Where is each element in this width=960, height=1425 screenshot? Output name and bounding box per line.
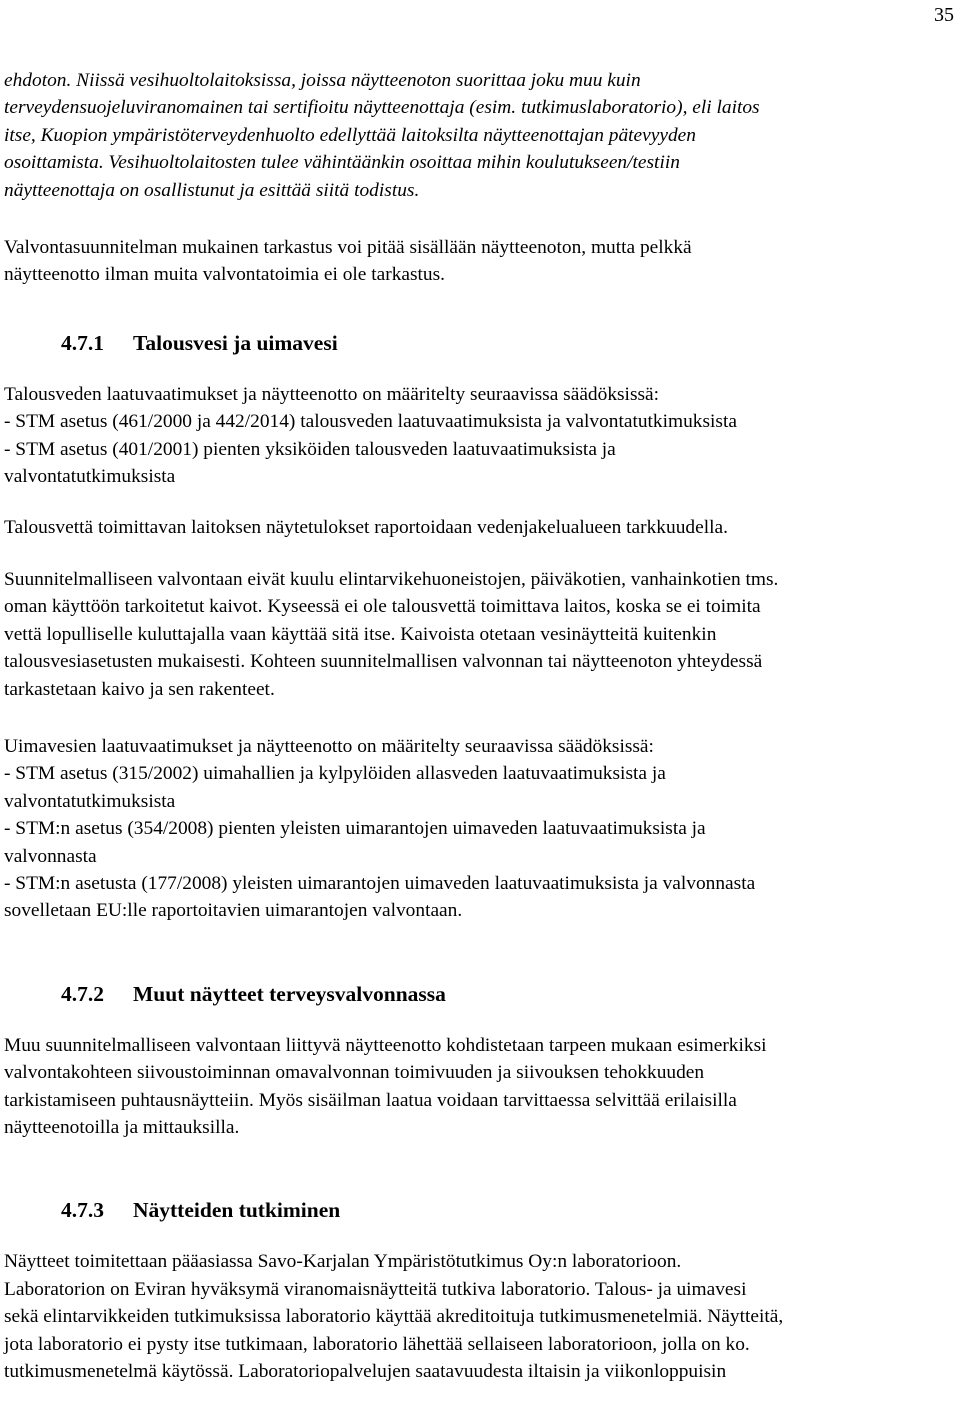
text-line: ehdoton. Niissä vesihuoltolaitoksissa, joissa näytteenoton suorittaa joku muu kuin bbox=[4, 70, 641, 91]
text-line: Talousveden laatuvaatimukset ja näytteenotto on määritelty seuraavissa säädöksissä: bbox=[4, 383, 660, 405]
reporting-paragraph bbox=[4, 514, 956, 541]
text-line: - STM:n asetusta (177/2008) yleisten uimarantojen uimaveden laatuvaatimuksista ja valvonnasta bbox=[4, 872, 756, 894]
text-line: sekä elintarvikkeiden tutkimuksissa laboratorio käyttää akreditoituja tutkimusmenetelmiä. Näytteitä, bbox=[4, 1306, 784, 1328]
document-body bbox=[4, 67, 956, 1385]
text-line: itse, Kuopion ympäristöterveydenhuolto edellyttää laitoksilta näytteenottajan pätevyyden bbox=[4, 124, 696, 146]
text-line: tutkimusmenetelmä käytössä. Laboratoriopalvelujen saatavuudesta iltaisin ja viikonloppuisin bbox=[4, 1361, 727, 1382]
intro-italic-paragraph bbox=[4, 67, 956, 204]
text-line: vettä lopulliselle kuluttajalla vaan käyttää sitä itse. Kaivoista otetaan vesinäytteitä kuitenkin bbox=[4, 623, 717, 645]
section-title: Muut näytteet terveysvalvonnassa bbox=[133, 981, 446, 1006]
text-line: näytteenotto ilman muita valvontatoimia ei ole tarkastus. bbox=[4, 264, 446, 286]
text-line: valvontakohteen siivoustoiminnan omavalvonnan toimivuuden ja siivouksen tehokkuuden bbox=[4, 1062, 705, 1084]
talousvesi-regulations-paragraph bbox=[4, 381, 956, 491]
section-number: 4.7.1 bbox=[61, 330, 104, 355]
section-title: Näytteiden tutkiminen bbox=[133, 1198, 341, 1223]
section-number: 4.7.3 bbox=[61, 1198, 104, 1223]
text-line: näytteenottaja on osallistunut ja esittää siitä todistus. bbox=[4, 179, 420, 201]
page-number: 35 bbox=[934, 4, 954, 26]
sample-analysis-paragraph bbox=[4, 1248, 956, 1385]
text-line: Talousvettä toimittavan laitoksen näytetulokset raportoidaan vedenjakelualueen tarkkuudella. bbox=[4, 517, 728, 539]
text-line: sovelletaan EU:lle raportoitavien uimarantojen valvontaan. bbox=[4, 900, 463, 922]
text-line: näytteenotoilla ja mittauksilla. bbox=[4, 1116, 240, 1138]
text-line: Laboratorion on Eviran hyväksymä viranomaisnäytteitä tutkiva laboratorio. Talous- ja uimavesi bbox=[4, 1278, 747, 1300]
section-heading-4-7-2 bbox=[4, 980, 956, 1008]
text-line: - STM:n asetus (354/2008) pienten yleisten uimarantojen uimaveden laatuvaatimuksista ja bbox=[4, 818, 706, 840]
text-line: osoittamista. Vesihuoltolaitosten tulee vähintäänkin osoittaa mihin koulutukseen/testiin bbox=[4, 152, 680, 174]
text-line: - STM asetus (461/2000 ja 442/2014) talousveden laatuvaatimuksista ja valvontatutkimuksista bbox=[4, 411, 737, 433]
text-line: tarkastetaan kaivo ja sen rakenteet. bbox=[4, 678, 275, 700]
section-heading-4-7-3 bbox=[4, 1196, 956, 1224]
text-line: Muu suunnitelmalliseen valvontaan liittyvä näytteenotto kohdistetaan tarpeen mukaan esimerkiksi bbox=[4, 1034, 767, 1056]
wells-paragraph bbox=[4, 566, 956, 703]
text-line: Näytteet toimitettaan pääasiassa Savo-Karjalan Ympäristötutkimus Oy:n laboratorioon. bbox=[4, 1251, 682, 1273]
valvonta-paragraph bbox=[4, 234, 956, 289]
uimavesi-regulations-paragraph bbox=[4, 733, 956, 925]
other-samples-paragraph bbox=[4, 1032, 956, 1142]
text-line: - STM asetus (401/2001) pienten yksiköiden talousveden laatuvaatimuksista ja bbox=[4, 438, 616, 460]
text-line: jota laboratorio ei pysty itse tutkimaan, laboratorio lähettää sellaiseen laboratorioon, jolla on ko. bbox=[4, 1333, 750, 1355]
text-line: oman käyttöön tarkoitetut kaivot. Kyseessä ei ole talousvettä toimittava laitos, koska se ei toimita bbox=[4, 596, 761, 618]
text-line: Suunnitelmalliseen valvontaan eivät kuulu elintarvikehuoneistojen, päiväkotien, vanhainkotien tms. bbox=[4, 568, 779, 590]
section-heading-4-7-1 bbox=[4, 329, 956, 357]
text-line: talousvesiasetusten mukaisesti. Kohteen suunnitelmallisen valvonnan tai näytteenoton yhteydessä bbox=[4, 651, 763, 673]
text-line: valvonnasta bbox=[4, 845, 97, 867]
text-line: valvontatutkimuksista bbox=[4, 466, 176, 488]
text-line: Valvontasuunnitelman mukainen tarkastus voi pitää sisällään näytteenoton, mutta pelkkä bbox=[4, 237, 692, 259]
section-number: 4.7.2 bbox=[61, 981, 104, 1006]
text-line: valvontatutkimuksista bbox=[4, 790, 176, 812]
text-line: - STM asetus (315/2002) uimahallien ja kylpylöiden allasveden laatuvaatimuksista ja bbox=[4, 763, 666, 785]
text-line: Uimavesien laatuvaatimukset ja näytteenotto on määritelty seuraavissa säädöksissä: bbox=[4, 735, 654, 757]
text-line: terveydensuojeluviranomainen tai sertifioitu näytteenottaja (esim. tutkimuslaboratorio), eli laitos bbox=[4, 97, 760, 119]
text-line: tarkistamiseen puhtausnäytteiin. Myös sisäilman laatua voidaan tarvittaessa selvittää erilaisilla bbox=[4, 1089, 737, 1111]
section-title: Talousvesi ja uimavesi bbox=[133, 330, 338, 355]
